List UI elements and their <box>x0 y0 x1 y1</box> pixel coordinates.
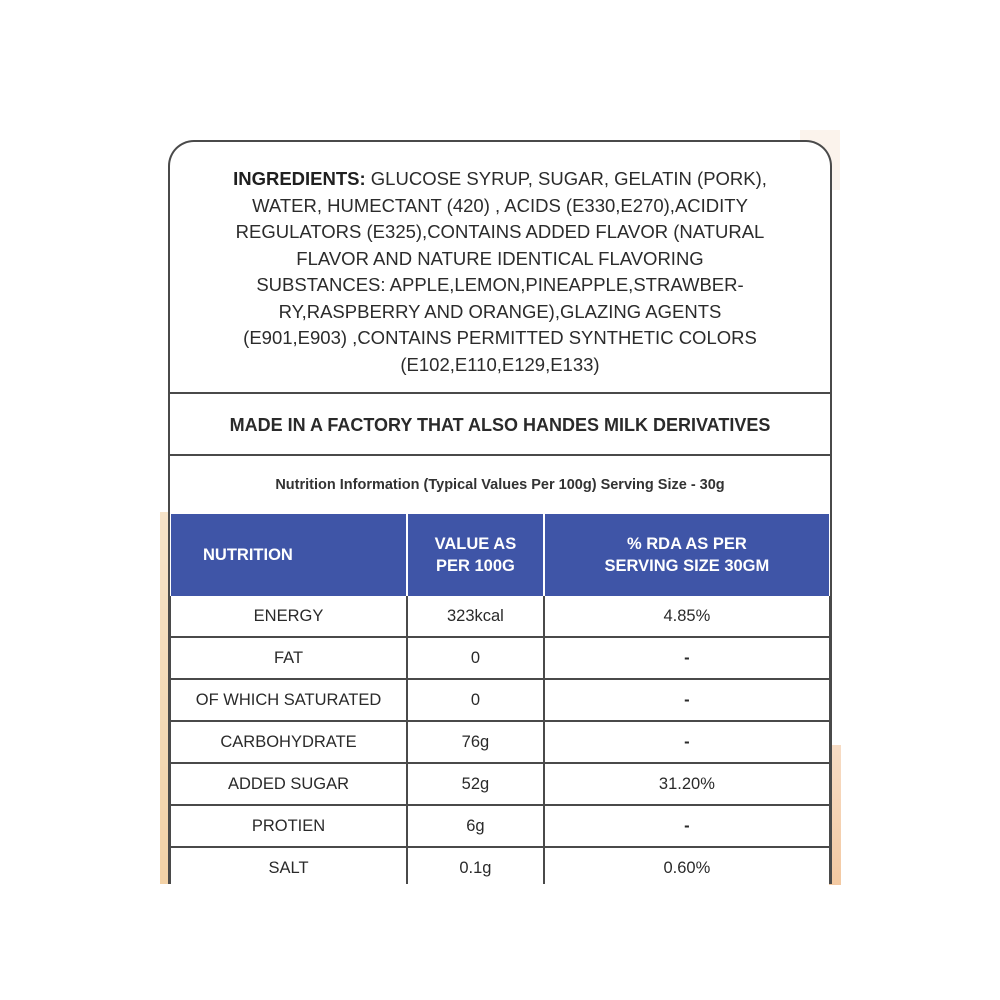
ingredients-line: FLAVOR AND NATURE IDENTICAL FLAVORING <box>296 247 704 269</box>
allergen-notice: MADE IN A FACTORY THAT ALSO HANDES MILK DERIVATIVES <box>229 414 771 435</box>
row-rda: - <box>544 805 830 847</box>
row-name: PROTIEN <box>170 805 407 847</box>
row-rda: 0.60% <box>544 847 830 884</box>
nutrition-heading: Nutrition Information (Typical Values Per 100g) Serving Size - 30g <box>275 477 725 493</box>
header-nutrition: NUTRITION <box>170 514 407 596</box>
row-value: 0.1g <box>407 847 544 884</box>
ingredients-line: INGREDIENTS: GLUCOSE SYRUP, SUGAR, GELATIN (PORK), <box>233 168 767 189</box>
table-row <box>170 596 830 637</box>
row-value: 0 <box>407 637 544 679</box>
header-rda: % RDA AS PER SERVING SIZE 30GM <box>544 514 830 596</box>
row-rda: - <box>544 721 830 763</box>
header-value: VALUE AS PER 100G <box>407 514 544 596</box>
ingredients-line: (E102,E110,E129,E133) <box>400 353 600 375</box>
row-name: OF WHICH SATURATED <box>170 679 407 721</box>
table-row <box>170 847 830 884</box>
row-value: 0 <box>407 679 544 721</box>
nutrition-table-wrapper <box>170 514 830 884</box>
row-value: 76g <box>407 721 544 763</box>
table-header-row <box>170 514 830 596</box>
ingredients-line: REGULATORS (E325),CONTAINS ADDED FLAVOR (NATURAL <box>235 221 765 242</box>
ingredients-line: RY,RASPBERRY AND ORANGE),GLAZING AGENTS <box>278 300 722 322</box>
row-rda: 4.85% <box>544 596 830 637</box>
ingredients-line: WATER, HUMECTANT (420) , ACIDS (E330,E270),ACIDITY <box>252 194 748 216</box>
table-row <box>170 721 830 763</box>
table-row <box>170 805 830 847</box>
nutrition-table <box>169 514 831 884</box>
ingredients-section <box>170 142 830 392</box>
row-rda: 31.20% <box>544 763 830 805</box>
ingredients-heading: INGREDIENTS: <box>233 168 366 189</box>
row-value: 6g <box>407 805 544 847</box>
row-name: ENERGY <box>170 596 407 637</box>
row-rda: - <box>544 637 830 679</box>
table-row <box>170 679 830 721</box>
row-value: 52g <box>407 763 544 805</box>
ingredients-line: SUBSTANCES: APPLE,LEMON,PINEAPPLE,STRAWBER- <box>256 274 744 295</box>
table-row <box>170 637 830 679</box>
row-value: 323kcal <box>407 596 544 637</box>
row-name: CARBOHYDRATE <box>170 721 407 763</box>
row-rda: - <box>544 679 830 721</box>
row-name: ADDED SUGAR <box>170 763 407 805</box>
ingredients-line: (E901,E903) ,CONTAINS PERMITTED SYNTHETIC COLORS <box>243 327 757 348</box>
table-row <box>170 763 830 805</box>
nutrition-label <box>168 140 832 884</box>
row-name: FAT <box>170 637 407 679</box>
row-name: SALT <box>170 847 407 884</box>
